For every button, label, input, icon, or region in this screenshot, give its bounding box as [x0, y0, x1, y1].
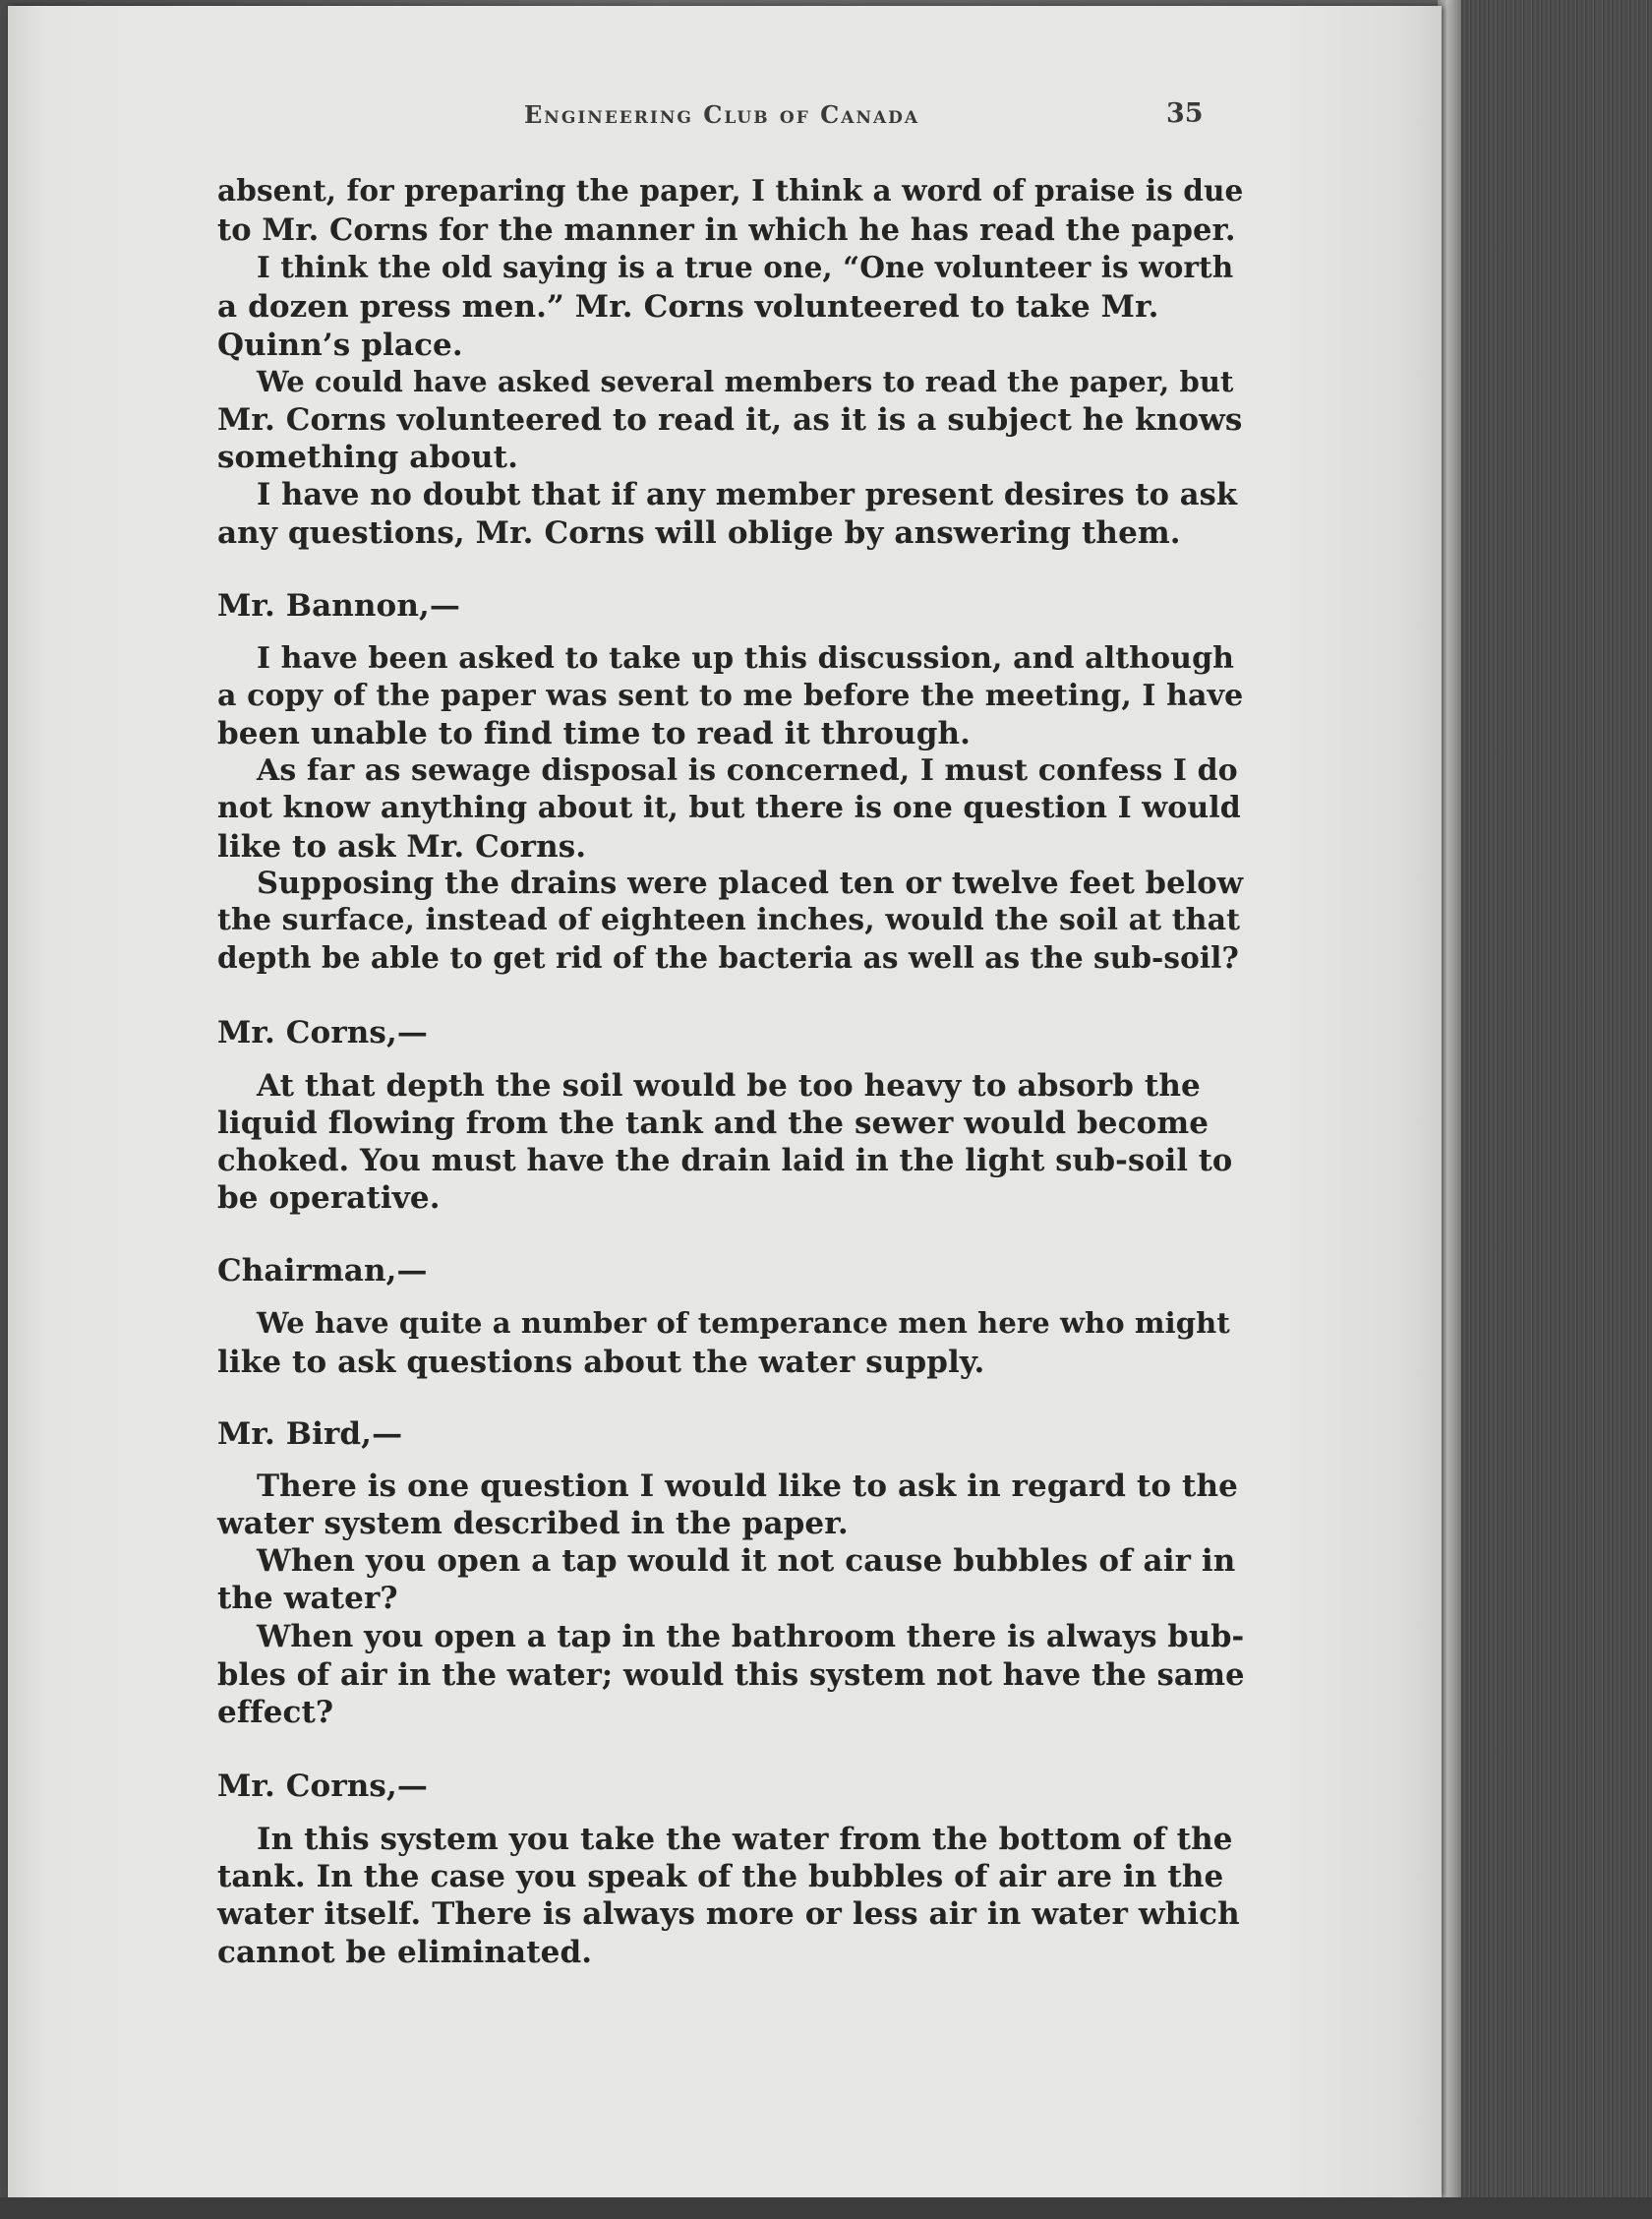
text-line: We could have asked several members to read the paper, but	[257, 365, 1234, 398]
scan-bottom-edge	[0, 2197, 1652, 2219]
text-line: liquid flowing from the tank and the sewer would become	[217, 1106, 1210, 1141]
text-line: Quinn’s place.	[217, 328, 463, 363]
text-line: like to ask questions about the water supply.	[217, 1345, 985, 1380]
text-line: In this system you take the water from the bottom of the	[257, 1822, 1233, 1857]
book-page	[8, 6, 1442, 2197]
text-line: At that depth the soil would be too heavy to absorb the	[257, 1068, 1201, 1104]
text-line: a dozen press men.” Mr. Corns volunteered to take Mr.	[217, 289, 1159, 325]
text-line: There is one question I would like to ask in regard to the	[257, 1469, 1238, 1504]
text-line: We have quite a number of temperance men here who might	[257, 1306, 1230, 1340]
text-line: Supposing the drains were placed ten or twelve feet below	[257, 866, 1244, 901]
text-line: something about.	[217, 440, 518, 475]
text-line: depth be able to get rid of the bacteria as well as the sub-soil?	[217, 940, 1239, 975]
text-line: tank. In the case you speak of the bubbles of air are in the	[217, 1859, 1224, 1894]
text-line: I think the old saying is a true one, “One volunteer is worth	[257, 250, 1234, 284]
text-line: water itself. There is always more or less air in water which	[217, 1896, 1240, 1932]
speaker-label: Mr. Corns,—	[217, 1769, 428, 1804]
text-line: water system described in the paper.	[217, 1506, 849, 1541]
text-line: When you open a tap would it not cause bubbles of air in	[257, 1543, 1236, 1579]
book-page-edges	[1461, 0, 1652, 2219]
text-line: cannot be eliminated.	[217, 1935, 593, 1970]
text-line: absent, for preparing the paper, I think a word of praise is due	[217, 173, 1244, 208]
text-line: I have no doubt that if any member present desires to ask	[257, 477, 1238, 512]
speaker-label: Mr. Corns,—	[217, 1015, 428, 1050]
text-line: Mr. Corns volunteered to read it, as it is a subject he knows	[217, 402, 1243, 438]
text-line: like to ask Mr. Corns.	[217, 829, 587, 865]
speaker-label: Chairman,—	[217, 1253, 428, 1289]
text-line: As far as sewage disposal is concerned, I must confess I do	[257, 753, 1238, 788]
text-line: been unable to find time to read it through.	[217, 716, 972, 751]
speaker-label: Mr. Bannon,—	[217, 588, 460, 624]
text-line: any questions, Mr. Corns will oblige by answering them.	[217, 515, 1181, 551]
text-line: to Mr. Corns for the manner in which he has read the paper.	[217, 212, 1236, 248]
text-line: be operative.	[217, 1180, 441, 1216]
text-line: choked. You must have the drain laid in the light sub-soil to	[217, 1143, 1233, 1178]
text-line: a copy of the paper was sent to me before the meeting, I have	[217, 679, 1244, 713]
text-line: effect?	[217, 1695, 334, 1730]
page-number: 35	[1166, 98, 1204, 129]
text-line: I have been asked to take up this discussion, and although	[257, 641, 1235, 676]
text-line: When you open a tap in the bathroom there is always bub-	[257, 1619, 1245, 1654]
text-line: bles of air in the water; would this system not have the same	[217, 1657, 1245, 1693]
text-line: not know anything about it, but there is one question I would	[217, 791, 1241, 825]
running-header: Engineering Club of Canada	[524, 100, 920, 129]
speaker-label: Mr. Bird,—	[217, 1416, 403, 1452]
text-line: the surface, instead of eighteen inches, would the soil at that	[217, 903, 1241, 937]
text-line: the water?	[217, 1581, 398, 1616]
